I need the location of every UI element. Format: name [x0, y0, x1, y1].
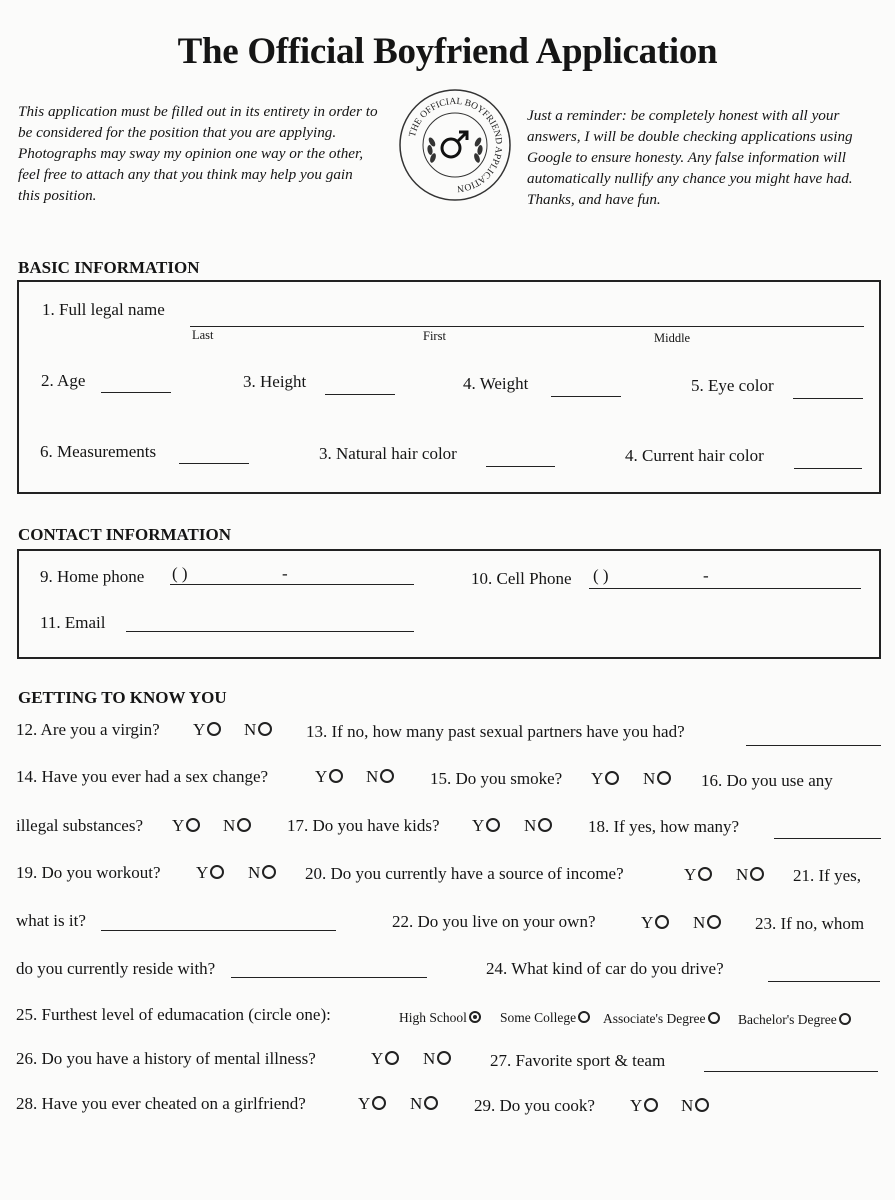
radio-circle-selected-icon	[469, 1011, 481, 1023]
yes-label: Y	[630, 1096, 643, 1115]
yes-label: Y	[472, 816, 485, 835]
weight-label: 4. Weight	[463, 374, 529, 393]
cell-phone-field[interactable]	[589, 588, 861, 589]
q29-no-option[interactable]	[681, 1096, 709, 1116]
yes-label: Y	[172, 816, 185, 835]
contact-info-heading: CONTACT INFORMATION	[18, 525, 231, 544]
yes-label: Y	[371, 1049, 384, 1068]
no-label: N	[248, 863, 261, 882]
q29-yes-option[interactable]	[630, 1096, 658, 1116]
first-name-label: First	[423, 329, 446, 343]
radio-circle-icon	[644, 1098, 658, 1112]
eye-color-field[interactable]	[793, 398, 863, 399]
age-field[interactable]	[101, 392, 171, 393]
q20-no-option[interactable]	[736, 865, 764, 885]
radio-circle-icon	[372, 1096, 386, 1110]
q19-no-option[interactable]	[248, 863, 276, 883]
home-phone-paren: ( )	[172, 564, 188, 583]
q13-field[interactable]	[746, 745, 881, 746]
radio-circle-icon	[708, 1012, 720, 1024]
radio-circle-icon	[437, 1051, 451, 1065]
height-field[interactable]	[325, 394, 395, 395]
know-you-heading: GETTING TO KNOW YOU	[18, 688, 227, 707]
edu-option-associates[interactable]	[603, 1011, 720, 1027]
radio-circle-icon	[698, 867, 712, 881]
q23-label-cont: do you currently reside with?	[16, 959, 216, 978]
q18-label: 18. If yes, how many?	[588, 817, 740, 836]
q17-label: 17. Do you have kids?	[287, 816, 440, 835]
radio-circle-icon	[258, 722, 272, 736]
q20-label: 20. Do you currently have a source of income?	[305, 864, 624, 883]
radio-circle-icon	[538, 818, 552, 832]
no-label: N	[736, 865, 749, 884]
edu-option-label: High School	[399, 1010, 467, 1025]
no-label: N	[643, 769, 656, 788]
yes-label: Y	[684, 865, 697, 884]
q16-yes-option[interactable]	[172, 816, 200, 836]
q17-no-option[interactable]	[524, 816, 552, 836]
q14-no-option[interactable]	[366, 767, 394, 787]
q27-field[interactable]	[704, 1071, 878, 1072]
q16-no-option[interactable]	[223, 816, 251, 836]
svg-text:THE OFFICIAL BOYFRIEND APPLICA	[408, 97, 503, 193]
q23-label: 23. If no, whom	[755, 914, 865, 933]
radio-circle-icon	[207, 722, 221, 736]
yes-label: Y	[193, 720, 206, 739]
edu-option-some-college[interactable]	[500, 1010, 590, 1026]
radio-circle-icon	[605, 771, 619, 785]
no-label: N	[410, 1094, 423, 1113]
q12-label: 12. Are you a virgin?	[16, 720, 160, 739]
yes-label: Y	[591, 769, 604, 788]
eye-color-label: 5. Eye color	[691, 376, 774, 395]
intro-left-text: This application must be filled out in its entirety in order to be considered for the position that you are applying. Photographs may sway my opinion one way or the other, feel free to attach any that you think may help you gain this position.	[18, 103, 378, 204]
cell-phone-dash: -	[703, 566, 709, 585]
q14-yes-option[interactable]	[315, 767, 343, 787]
no-label: N	[423, 1049, 436, 1068]
q23-field[interactable]	[231, 977, 427, 978]
radio-circle-icon	[578, 1011, 590, 1023]
edu-option-label: Some College	[500, 1010, 577, 1025]
q13-label: 13. If no, how many past sexual partners have you had?	[306, 722, 685, 741]
radio-circle-icon	[486, 818, 500, 832]
cell-phone-label: 10. Cell Phone	[471, 569, 572, 588]
radio-circle-icon	[695, 1098, 709, 1112]
q12-yes-option[interactable]	[193, 720, 221, 740]
radio-circle-icon	[186, 818, 200, 832]
q21-label: 21. If yes,	[793, 866, 861, 885]
official-seal-icon	[398, 88, 512, 202]
natural-hair-color-label: 3. Natural hair color	[319, 444, 457, 463]
q21-field[interactable]	[101, 930, 336, 931]
yes-label: Y	[315, 767, 328, 786]
radio-circle-icon	[424, 1096, 438, 1110]
page-title: The Official Boyfriend Application	[177, 31, 718, 72]
radio-circle-icon	[237, 818, 251, 832]
q22-label: 22. Do you live on your own?	[392, 912, 596, 931]
yes-label: Y	[358, 1094, 371, 1113]
q26-no-option[interactable]	[423, 1049, 451, 1069]
cell-phone-paren: ( )	[593, 566, 609, 585]
edu-option-label: Bachelor's Degree	[738, 1012, 837, 1027]
q21-label-cont: what is it?	[16, 911, 86, 930]
age-label: 2. Age	[41, 371, 86, 390]
seal-text: THE OFFICIAL BOYFRIEND APPLICATION	[407, 96, 504, 194]
q24-label: 24. What kind of car do you drive?	[486, 959, 724, 978]
yes-label: Y	[641, 913, 654, 932]
q24-field[interactable]	[768, 981, 880, 982]
radio-circle-icon	[750, 867, 764, 881]
no-label: N	[524, 816, 537, 835]
middle-name-label: Middle	[654, 331, 691, 345]
weight-field[interactable]	[551, 396, 621, 397]
no-label: N	[366, 767, 379, 786]
q18-field[interactable]	[774, 838, 881, 839]
radio-circle-icon	[329, 769, 343, 783]
no-label: N	[223, 816, 236, 835]
radio-circle-icon	[385, 1051, 399, 1065]
q15-label: 15. Do you smoke?	[430, 769, 563, 788]
q15-yes-option[interactable]	[591, 769, 619, 789]
q29-label: 29. Do you cook?	[474, 1096, 595, 1115]
q26-label: 26. Do you have a history of mental illness?	[16, 1049, 316, 1068]
home-phone-dash: -	[282, 564, 288, 583]
basic-info-heading: BASIC INFORMATION	[18, 258, 200, 277]
radio-circle-icon	[655, 915, 669, 929]
q14-label: 14. Have you ever had a sex change?	[16, 767, 269, 786]
q28-yes-option[interactable]	[358, 1094, 386, 1114]
edu-option-bachelors[interactable]	[738, 1012, 851, 1028]
current-hair-color-label: 4. Current hair color	[625, 446, 764, 465]
radio-circle-icon	[657, 771, 671, 785]
current-hair-color-field[interactable]	[794, 468, 862, 469]
q17-yes-option[interactable]	[472, 816, 500, 836]
q15-no-option[interactable]	[643, 769, 671, 789]
male-symbol-icon	[442, 132, 467, 157]
home-phone-label: 9. Home phone	[40, 567, 145, 586]
q19-yes-option[interactable]	[196, 863, 224, 883]
full-name-label: 1. Full legal name	[42, 300, 165, 319]
measurements-field[interactable]	[179, 463, 249, 464]
q12-no-option[interactable]	[244, 720, 272, 740]
q26-yes-option[interactable]	[371, 1049, 399, 1069]
last-name-label: Last	[192, 328, 214, 342]
q20-yes-option[interactable]	[684, 865, 712, 885]
radio-circle-icon	[839, 1013, 851, 1025]
radio-circle-icon	[262, 865, 276, 879]
q28-no-option[interactable]	[410, 1094, 438, 1114]
email-field[interactable]	[126, 631, 414, 632]
radio-circle-icon	[380, 769, 394, 783]
home-phone-field[interactable]	[170, 584, 414, 585]
q16-label-cont: illegal substances?	[16, 816, 143, 835]
q25-label: 25. Furthest level of edumacation (circle one):	[16, 1005, 331, 1024]
q19-label: 19. Do you workout?	[16, 863, 161, 882]
email-label: 11. Email	[40, 613, 106, 632]
no-label: N	[244, 720, 257, 739]
q16-label: 16. Do you use any	[701, 771, 833, 790]
q28-label: 28. Have you ever cheated on a girlfriend?	[16, 1094, 306, 1113]
height-label: 3. Height	[243, 372, 307, 391]
radio-circle-icon	[707, 915, 721, 929]
q22-yes-option[interactable]	[641, 913, 669, 933]
no-label: N	[681, 1096, 694, 1115]
no-label: N	[693, 913, 706, 932]
natural-hair-color-field[interactable]	[486, 466, 555, 467]
edu-option-high-school[interactable]	[399, 1010, 481, 1026]
q22-no-option[interactable]	[693, 913, 721, 933]
q27-label: 27. Favorite sport & team	[490, 1051, 666, 1070]
radio-circle-icon	[210, 865, 224, 879]
measurements-label: 6. Measurements	[40, 442, 157, 461]
full-name-field[interactable]	[190, 326, 864, 327]
contact-info-box	[17, 549, 881, 659]
edu-option-label: Associate's Degree	[603, 1011, 706, 1026]
intro-right-text: Just a reminder: be completely honest with all your answers, I will be double checking applications using Google to ensure honesty. Any false information will automatically nullify any chance you might have had. Thanks, and have fun.	[527, 107, 853, 208]
yes-label: Y	[196, 863, 209, 882]
